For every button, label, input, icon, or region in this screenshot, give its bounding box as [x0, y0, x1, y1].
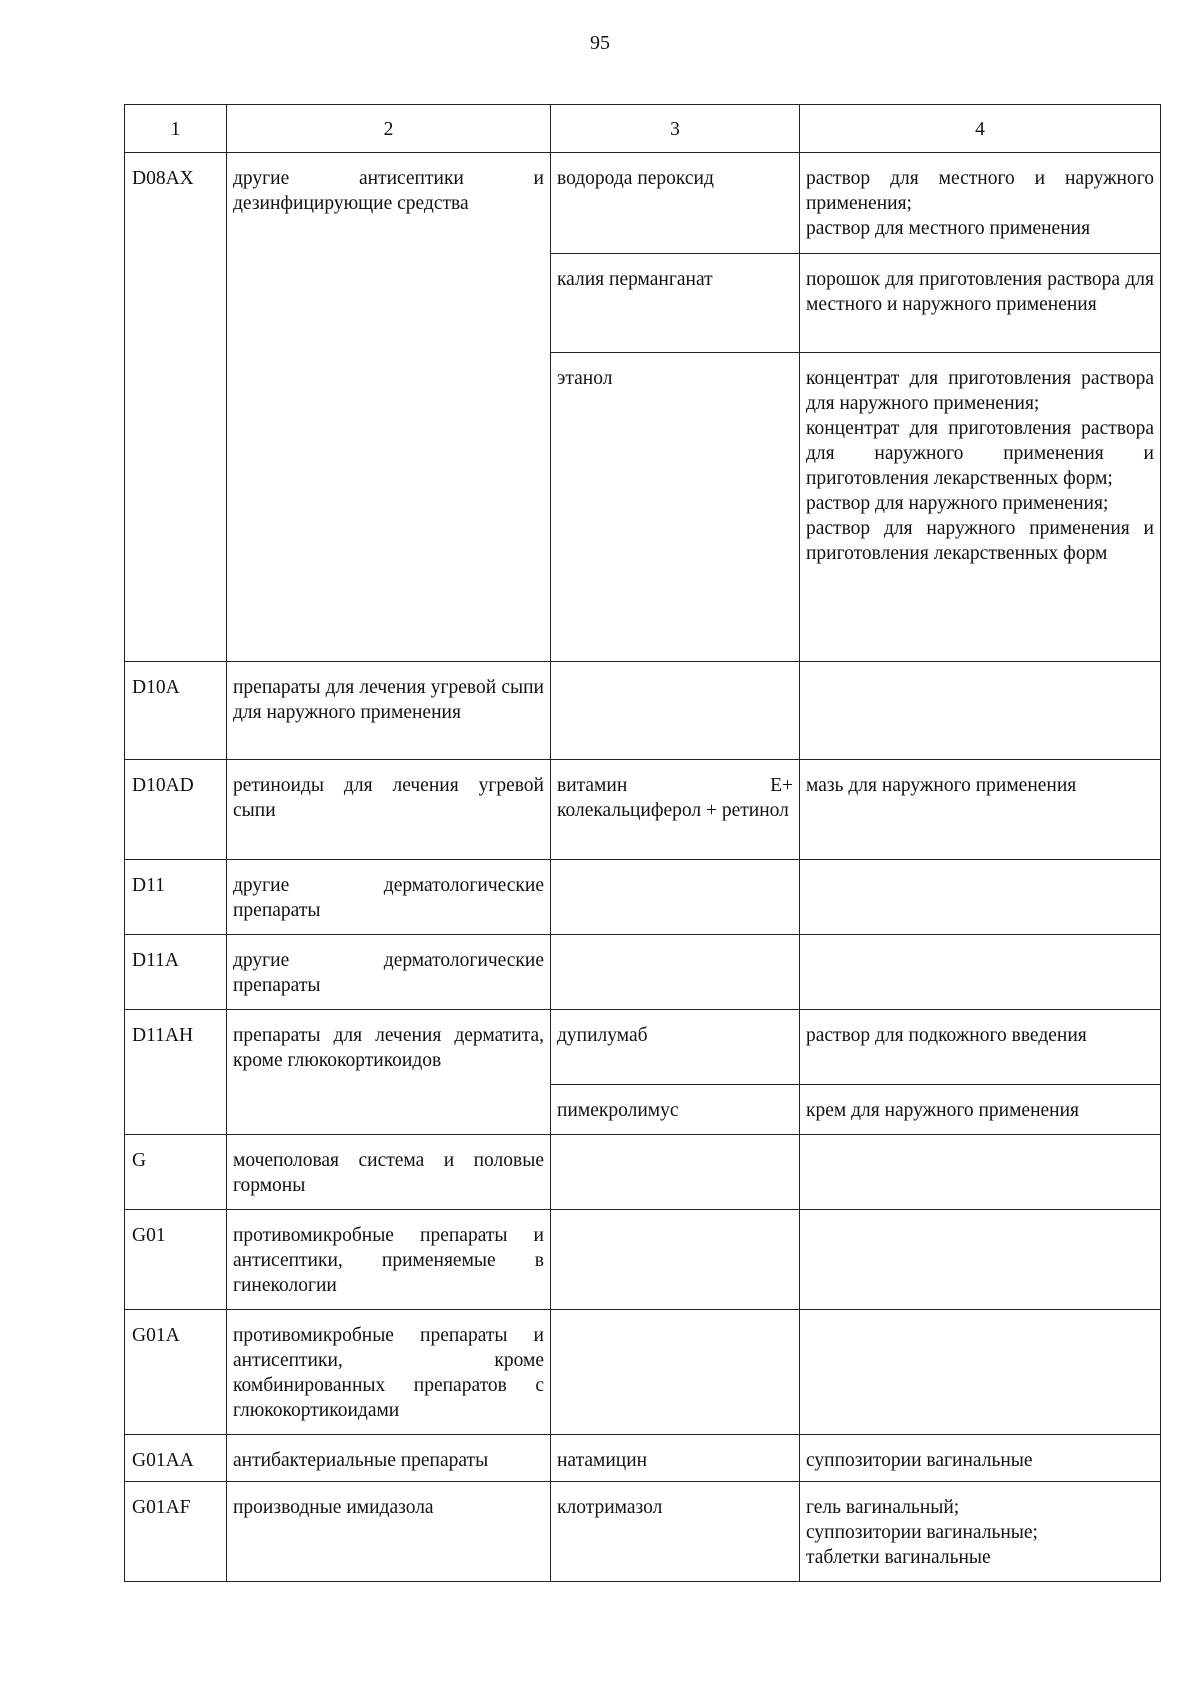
- dosage-form-line: крем для наружного применения: [806, 1100, 1080, 1121]
- dosage-form-cell: [800, 1435, 1161, 1482]
- dosage-form-cell: [800, 860, 1161, 935]
- dosage-form-line: раствор для местного и наружного применения;: [806, 168, 1154, 214]
- dosage-form-cell: [800, 1085, 1161, 1135]
- dosage-form-cell: [800, 1135, 1161, 1210]
- atc-code-cell: D11: [125, 860, 227, 935]
- substance-cell: водорода пероксид: [551, 153, 800, 254]
- group-name-cell: другие антисептики и дезинфицирующие средства: [227, 153, 551, 662]
- page-number: 95: [590, 32, 610, 54]
- table-row: [125, 860, 1161, 935]
- column-header: 2: [227, 105, 551, 153]
- substance-cell: [551, 860, 800, 935]
- substance-cell: этанол: [551, 353, 800, 662]
- group-name-cell: ретиноиды для лечения угревой сыпи: [227, 760, 551, 860]
- dosage-form-line: раствор для наружного применения и приготовления лекарственных форм: [806, 518, 1154, 564]
- atc-code-cell: G01AF: [125, 1482, 227, 1582]
- substance-cell: натамицин: [551, 1435, 800, 1482]
- group-name-cell: антибактериальные препараты: [227, 1435, 551, 1482]
- medication-table: [124, 104, 1161, 1582]
- group-name-cell: другие дерматологические препараты: [227, 935, 551, 1010]
- table-row: [125, 1010, 1161, 1085]
- group-name-cell: препараты для лечения угревой сыпи для наружного применения: [227, 662, 551, 760]
- table-row: [125, 1210, 1161, 1310]
- substance-cell: [551, 935, 800, 1010]
- table-row: [125, 153, 1161, 254]
- group-name-cell: противомикробные препараты и антисептики, кроме комбинированных препаратов с глюкокортикоидами: [227, 1310, 551, 1435]
- group-name-cell: мочеполовая система и половые гормоны: [227, 1135, 551, 1210]
- atc-code-cell: D11A: [125, 935, 227, 1010]
- dosage-form-line: мазь для наружного применения: [806, 775, 1077, 796]
- dosage-form-cell: [800, 662, 1161, 760]
- atc-code-cell: D10A: [125, 662, 227, 760]
- dosage-form-cell: [800, 1010, 1161, 1085]
- dosage-form-line: гель вагинальный;: [806, 1497, 960, 1518]
- group-name-cell: производные имидазола: [227, 1482, 551, 1582]
- dosage-form-line: концентрат для приготовления раствора для наружного применения и приготовления лекарственных форм;: [806, 418, 1154, 489]
- dosage-form-line: суппозитории вагинальные;: [806, 1522, 1038, 1543]
- table-row: [125, 1482, 1161, 1582]
- dosage-form-cell: [800, 935, 1161, 1010]
- substance-cell: [551, 1310, 800, 1435]
- table-row: [125, 935, 1161, 1010]
- atc-code-cell: G01A: [125, 1310, 227, 1435]
- atc-code-cell: D08AX: [125, 153, 227, 662]
- group-name-cell: противомикробные препараты и антисептики, применяемые в гинекологии: [227, 1210, 551, 1310]
- atc-code-cell: D10AD: [125, 760, 227, 860]
- dosage-form-cell: [800, 153, 1161, 254]
- dosage-form-cell: [800, 760, 1161, 860]
- group-name-cell: препараты для лечения дерматита, кроме глюкокортикоидов: [227, 1010, 551, 1135]
- column-header: 4: [800, 105, 1161, 153]
- substance-cell: витамин Е+ колекальциферол + ретинол: [551, 760, 800, 860]
- table-row: [125, 760, 1161, 860]
- table-row: [125, 1135, 1161, 1210]
- substance-cell: [551, 662, 800, 760]
- table-row: [125, 1435, 1161, 1482]
- dosage-form-cell: [800, 1310, 1161, 1435]
- dosage-form-line: таблетки вагинальные: [806, 1547, 991, 1568]
- dosage-form-line: раствор для местного применения: [806, 218, 1091, 239]
- dosage-form-cell: [800, 254, 1161, 353]
- group-name-cell: другие дерматологические препараты: [227, 860, 551, 935]
- dosage-form-line: раствор для подкожного введения: [806, 1025, 1087, 1046]
- dosage-form-cell: [800, 1210, 1161, 1310]
- atc-code-cell: G: [125, 1135, 227, 1210]
- dosage-form-cell: [800, 1482, 1161, 1582]
- dosage-form-line: суппозитории вагинальные: [806, 1450, 1033, 1471]
- substance-cell: клотримазол: [551, 1482, 800, 1582]
- dosage-form-line: концентрат для приготовления раствора для наружного применения;: [806, 368, 1154, 414]
- table-header-row: [125, 105, 1161, 153]
- dosage-form-line: раствор для наружного применения;: [806, 493, 1109, 514]
- dosage-form-cell: [800, 353, 1161, 662]
- dosage-form-line: порошок для приготовления раствора для местного и наружного применения: [806, 269, 1154, 315]
- table-row: [125, 662, 1161, 760]
- column-header: 3: [551, 105, 800, 153]
- atc-code-cell: G01: [125, 1210, 227, 1310]
- substance-cell: [551, 1210, 800, 1310]
- column-header: 1: [125, 105, 227, 153]
- atc-code-cell: G01AA: [125, 1435, 227, 1482]
- table-row: [125, 1310, 1161, 1435]
- substance-cell: [551, 1135, 800, 1210]
- substance-cell: калия перманганат: [551, 254, 800, 353]
- substance-cell: дупилумаб: [551, 1010, 800, 1085]
- atc-code-cell: D11AH: [125, 1010, 227, 1135]
- substance-cell: пимекролимус: [551, 1085, 800, 1135]
